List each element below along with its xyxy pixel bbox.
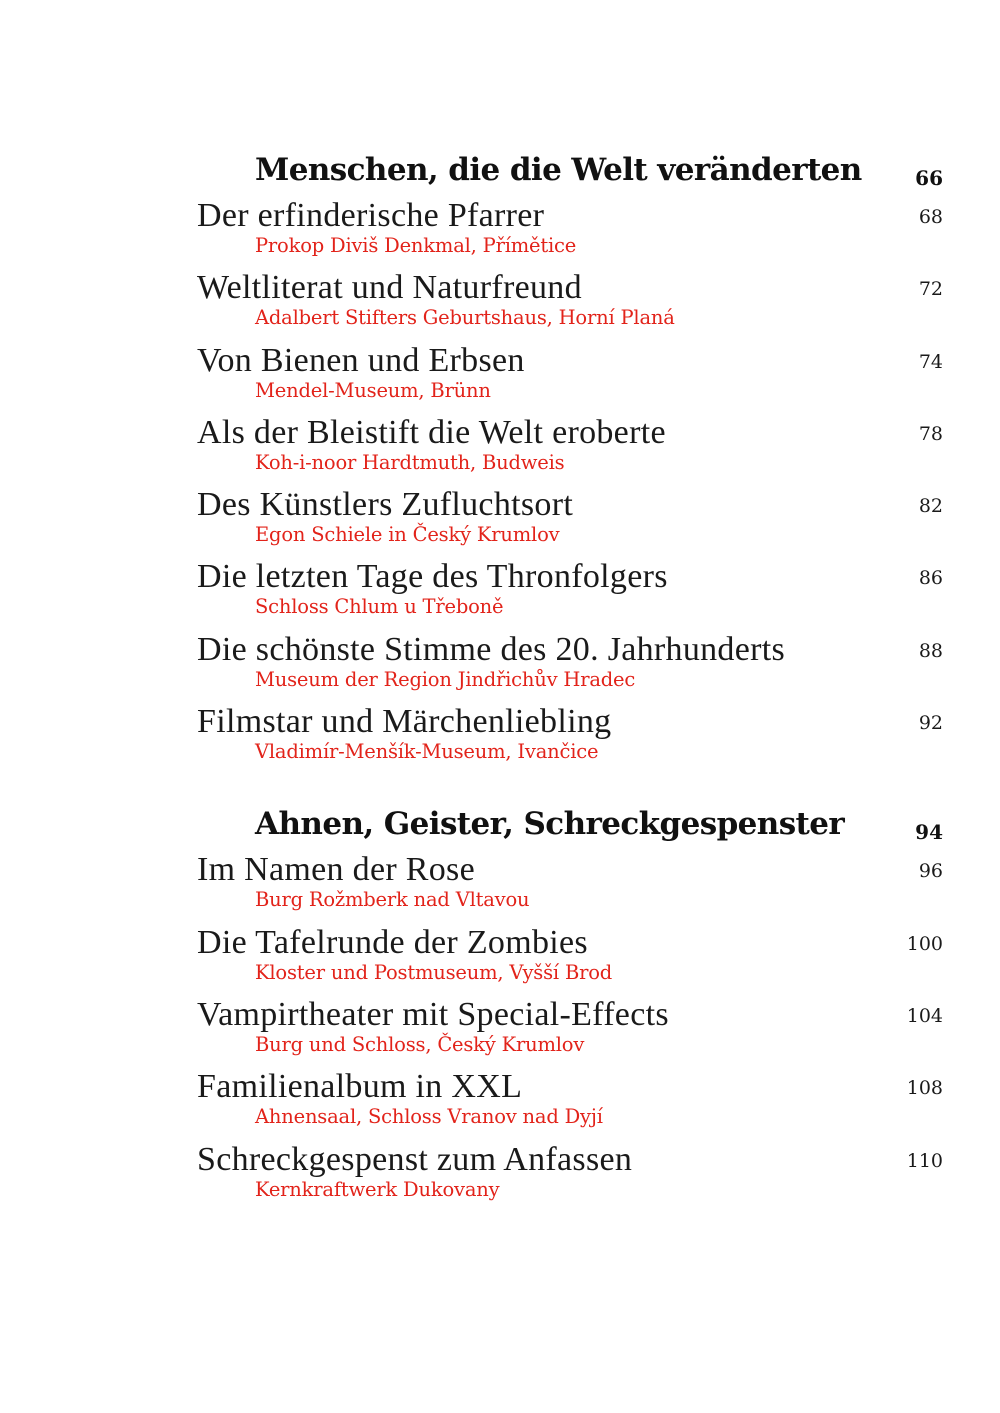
entry-title: Filmstar und Märchenliebling — [197, 703, 612, 741]
entry-page-number: 68 — [918, 206, 943, 228]
toc-entry — [197, 341, 943, 413]
entry-location: Ahnensaal, Schloss Vranov nad Dyjí — [255, 1105, 603, 1129]
entry-location: Museum der Region Jindřichův Hradec — [255, 667, 636, 691]
section-heading — [197, 150, 943, 196]
entry-title: Weltliterat und Naturfreund — [197, 269, 582, 307]
section-page-number: 66 — [915, 166, 943, 190]
entry-title: Von Bienen und Erbsen — [197, 341, 525, 379]
entry-title: Die schönste Stimme des 20. Jahrhunderts — [197, 630, 786, 668]
entry-title: Im Namen der Rose — [197, 851, 475, 889]
entry-title: Des Künstlers Zufluchtsort — [197, 486, 574, 524]
entry-page-number: 88 — [918, 639, 943, 662]
toc-entry — [197, 268, 943, 340]
entry-location: Kernkraftwerk Dukovany — [255, 1177, 500, 1201]
toc-section — [197, 804, 943, 1211]
entry-title: Die letzten Tage des Thronfolgers — [197, 558, 668, 596]
entry-title: Als der Bleistift die Welt eroberte — [197, 413, 666, 451]
entry-page-number: 96 — [918, 860, 943, 883]
entry-location: Burg Rožmberk nad Vltavou — [255, 888, 530, 912]
toc-entry — [197, 995, 943, 1067]
entry-title: Vampirtheater mit Special-Effects — [197, 995, 669, 1033]
toc-entry — [197, 702, 943, 774]
entry-title: Der erfinderische Pfarrer — [197, 197, 545, 234]
toc-entry — [197, 1067, 943, 1139]
entry-location: Koh-i-noor Hardtmuth, Budweis — [255, 450, 565, 474]
entry-location: Egon Schiele in Český Krumlov — [255, 523, 560, 547]
entry-page-number: 92 — [918, 712, 943, 735]
entry-page-number: 86 — [918, 567, 943, 590]
toc-section — [197, 150, 943, 774]
toc-entry — [197, 557, 943, 629]
entry-page-number: 100 — [906, 932, 943, 955]
entry-page-number: 78 — [918, 422, 943, 445]
toc-entry — [197, 850, 943, 922]
entry-location: Mendel-Museum, Brünn — [255, 378, 491, 402]
toc-entry — [197, 923, 943, 995]
toc-entry — [197, 485, 943, 557]
entry-location: Kloster und Postmuseum, Vyšší Brod — [255, 960, 613, 984]
entry-title: Familienalbum in XXL — [197, 1068, 523, 1106]
entry-page-number: 82 — [918, 495, 943, 518]
entry-location: Burg und Schloss, Český Krumlov — [255, 1032, 585, 1056]
section-heading — [197, 804, 943, 850]
toc-entry — [197, 196, 943, 268]
entry-page-number: 72 — [918, 278, 943, 301]
entry-title: Die Tafelrunde der Zombies — [197, 923, 588, 961]
entry-title: Schreckgespenst zum Anfassen — [197, 1140, 633, 1178]
section-title: Ahnen, Geister, Schreckgespenster — [255, 806, 845, 843]
table-of-contents — [197, 150, 943, 1242]
entry-location: Adalbert Stifters Geburtshaus, Horní Planá — [255, 306, 675, 330]
entry-location: Prokop Diviš Denkmal, Přímětice — [255, 234, 577, 257]
section-page-number: 94 — [915, 820, 943, 845]
entry-page-number: 104 — [906, 1004, 943, 1027]
toc-entry — [197, 630, 943, 702]
section-title: Menschen, die die Welt veränderten — [255, 152, 862, 188]
entry-page-number: 74 — [918, 350, 943, 373]
entry-page-number: 110 — [906, 1149, 943, 1172]
entry-location: Schloss Chlum u Třeboně — [255, 595, 504, 619]
entry-location: Vladimír-Menšík-Museum, Ivančice — [255, 740, 599, 764]
entry-page-number: 108 — [906, 1077, 943, 1100]
toc-entry — [197, 413, 943, 485]
toc-entry — [197, 1140, 943, 1212]
